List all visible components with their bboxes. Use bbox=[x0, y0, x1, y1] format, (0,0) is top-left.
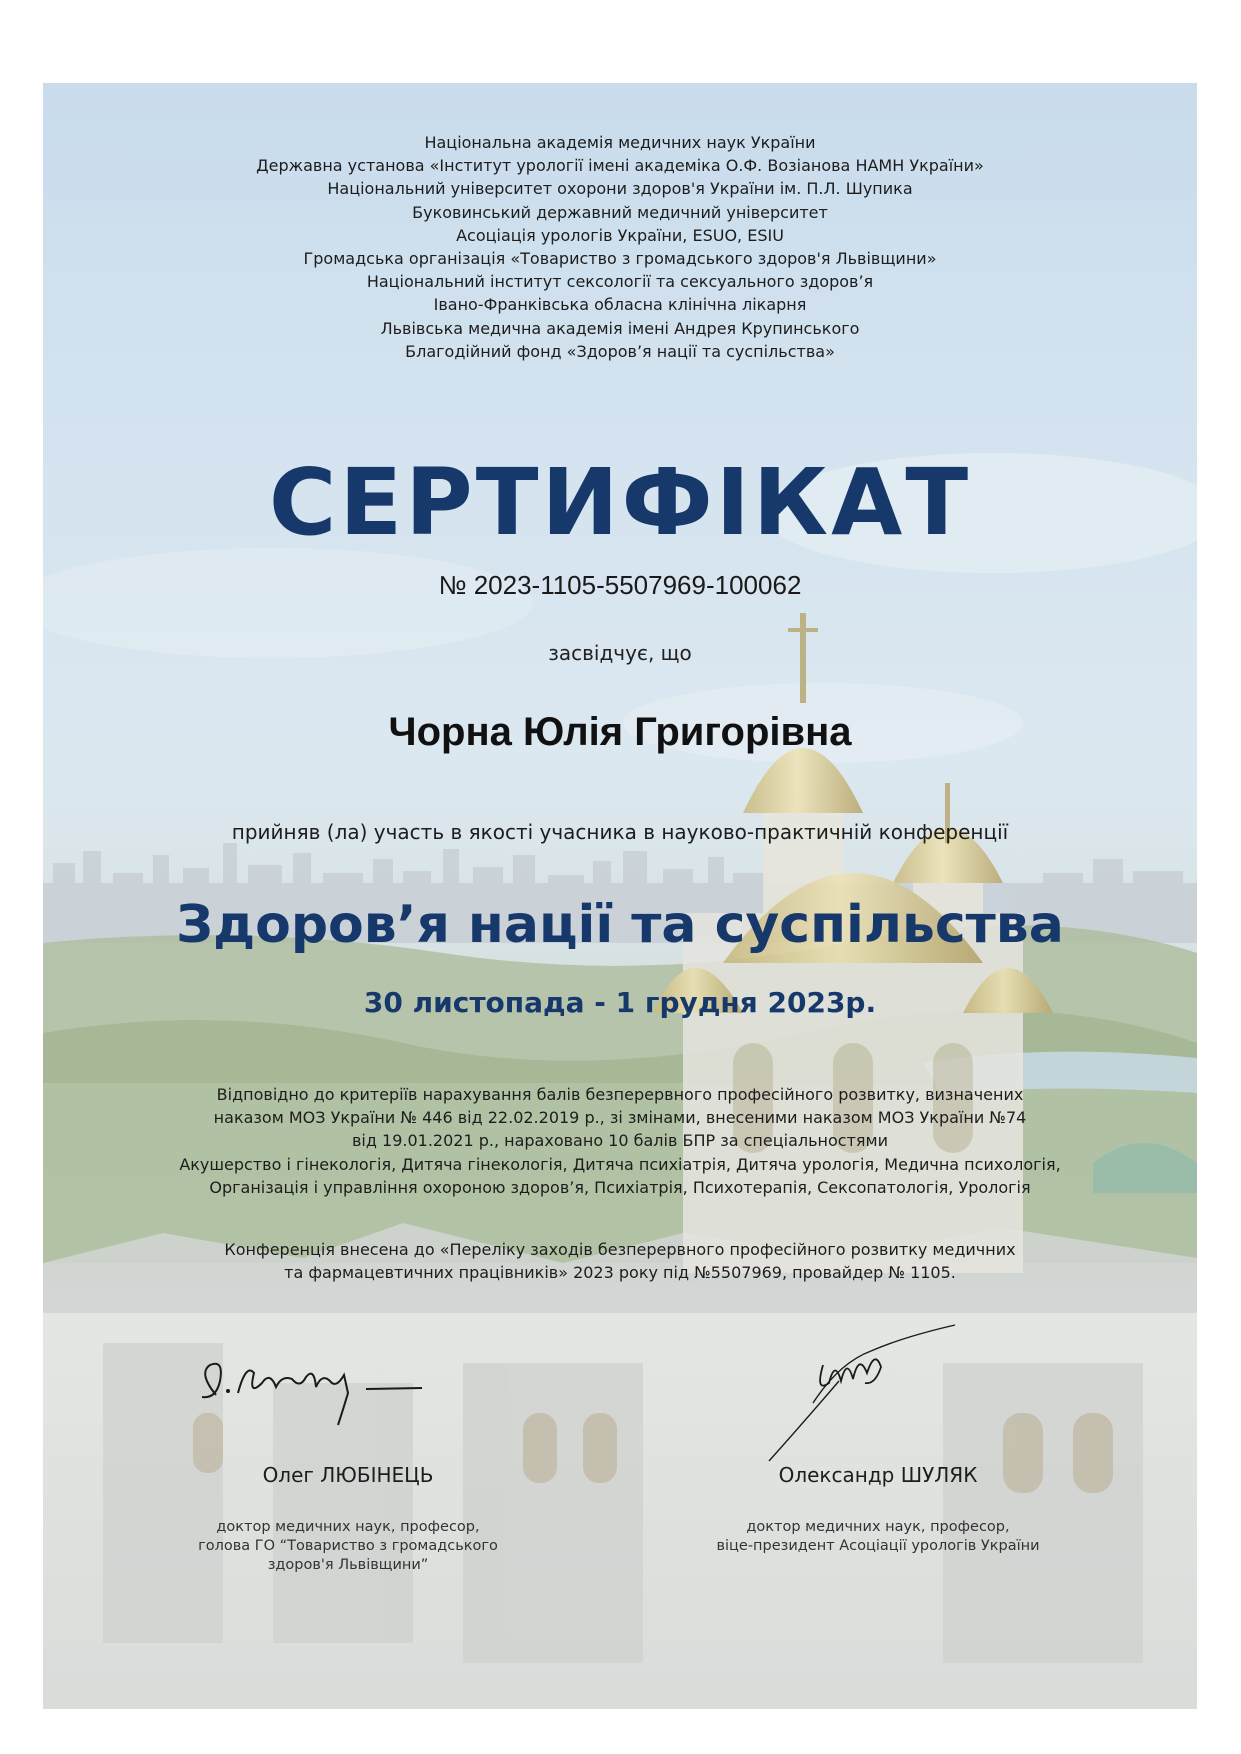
conference-title: Здоров’я нації та суспільства bbox=[176, 895, 1064, 955]
position-line: доктор медичних наук, професор, bbox=[746, 1519, 1010, 1535]
credits-line: Акушерство і гінекологія, Дитяча гінекологія, Дитяча психіатрія, Дитяча урологія, Медична психологія, bbox=[179, 1154, 1061, 1174]
organization-line: Буковинський державний медичний університет bbox=[412, 202, 828, 222]
signature-image bbox=[188, 1353, 448, 1428]
credits-line: Організація і управління охороною здоров’я, Психіатрія, Психотерапія, Сексопатологія, Урологія bbox=[209, 1177, 1031, 1197]
position-line: віце-президент Асоціації урологів України bbox=[716, 1538, 1040, 1554]
credits-line: від 19.01.2021 р., нараховано 10 балів БПР за спеціальностями bbox=[352, 1131, 888, 1151]
organization-line: Івано-Франківська обласна клінічна лікарня bbox=[433, 295, 807, 315]
credits-line: наказом МОЗ України № 446 від 22.02.2019 р., зі змінами, внесеними наказом МОЗ України №74 bbox=[213, 1108, 1027, 1128]
conference-dates: 30 листопада - 1 грудня 2023р. bbox=[363, 986, 877, 1019]
organization-line: Національна академія медичних наук України bbox=[424, 133, 816, 152]
organization-line: Державна установа «Інститут урології імені академіка О.Ф. Возіанова НАМН України» bbox=[256, 156, 984, 176]
listing-line: Конференція внесена до «Переліку заходів безперервного професійного розвитку медичних bbox=[224, 1240, 1016, 1259]
signatory-right bbox=[683, 1323, 1073, 1693]
organizations-list bbox=[43, 131, 1197, 363]
signature-image bbox=[743, 1323, 963, 1463]
position-line: доктор медичних наук, професор, bbox=[216, 1519, 480, 1535]
position-line: здоров'я Львівщини” bbox=[267, 1557, 429, 1573]
signatory-position bbox=[168, 1518, 528, 1575]
organization-line: Громадська організація «Товариство з громадського здоров'я Львівщини» bbox=[303, 249, 937, 269]
recipient-name: Чорна Юлія Григорівна bbox=[388, 710, 852, 754]
position-line: голова ГО “Товариство з громадського bbox=[198, 1538, 498, 1554]
credits-paragraph bbox=[43, 1083, 1197, 1199]
organization-line: Львівська медична академія імені Андрея Крупинського bbox=[380, 318, 860, 338]
credits-line: Відповідно до критеріїв нарахування балів безперервного професійного розвитку, визначених bbox=[216, 1085, 1024, 1104]
signatory-name: Олександр ШУЛЯК bbox=[778, 1463, 978, 1487]
signatory-position bbox=[683, 1518, 1073, 1556]
signatory-left bbox=[168, 1353, 528, 1693]
listing-paragraph bbox=[43, 1238, 1197, 1284]
listing-line: та фармацевтичних працівників» 2023 року під №5507969, провайдер № 1105. bbox=[284, 1263, 956, 1283]
certificate-title: СЕРТИФІКАТ bbox=[268, 449, 972, 556]
signatory-name: Олег ЛЮБІНЕЦЬ bbox=[262, 1463, 434, 1487]
participation-text: прийняв (ла) участь в якості учасника в науково-практичній конференції bbox=[231, 820, 1009, 844]
organization-line: Благодійний фонд «Здоров’я нації та суспільства» bbox=[405, 341, 835, 361]
organization-line: Національний університет охорони здоров'я України ім. П.Л. Шупика bbox=[327, 179, 913, 199]
organization-line: Національний інститут сексології та сексуального здоров’я bbox=[366, 272, 874, 292]
certificate-page bbox=[43, 83, 1197, 1709]
certifies-text: засвідчує, що bbox=[548, 641, 692, 665]
certificate-number: № 2023-1105-5507969-100062 bbox=[438, 570, 802, 600]
organization-line: Асоціація урологів України, ESUO, ESIU bbox=[456, 225, 784, 245]
